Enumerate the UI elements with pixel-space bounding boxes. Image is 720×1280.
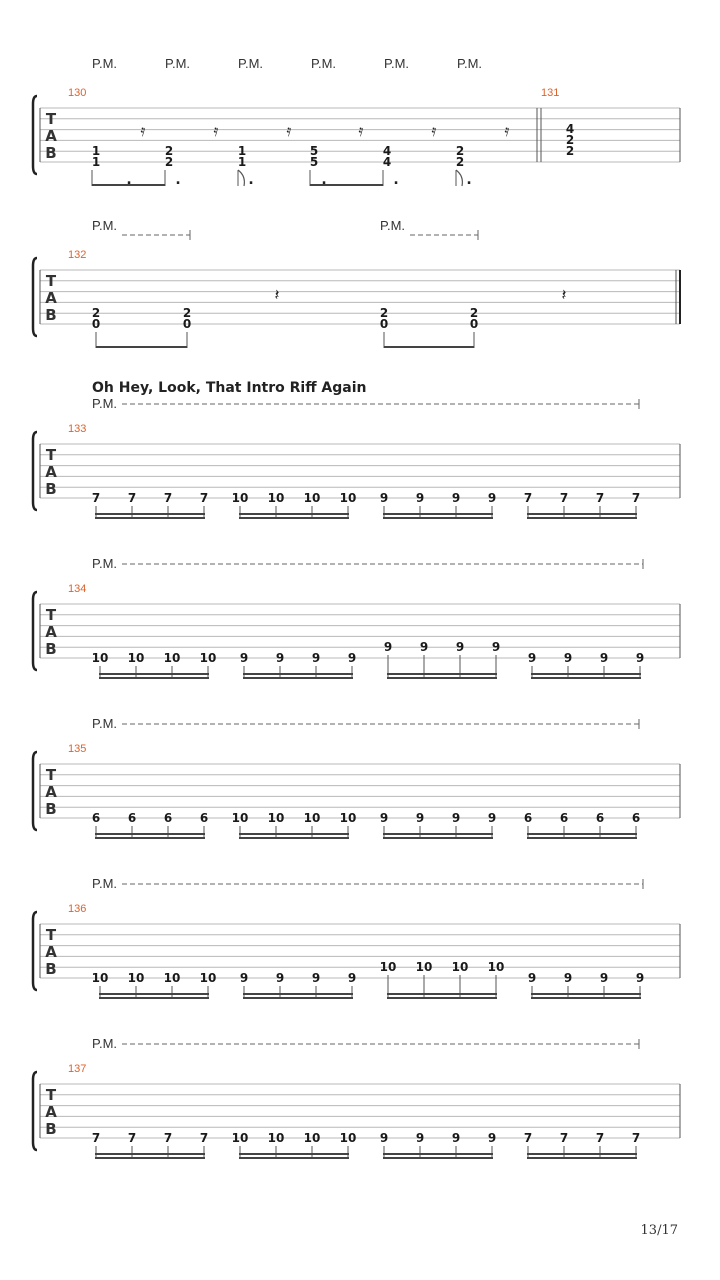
fret-number: 6 — [199, 811, 209, 825]
tab-clef-a: A — [45, 623, 57, 641]
fret-number: 9 — [415, 1131, 425, 1145]
fret-number: 7 — [631, 1131, 641, 1145]
fret-number: 5 — [309, 144, 319, 158]
note-flag — [456, 170, 462, 186]
measure-number: 133 — [68, 423, 87, 435]
palm-mute-label: P.M. — [92, 556, 118, 571]
beam — [95, 517, 205, 519]
palm-mute-label: P.M. — [238, 56, 264, 71]
beam — [243, 677, 353, 679]
fret-number: 10 — [267, 491, 285, 505]
beam — [95, 1153, 205, 1155]
fret-number: 9 — [379, 811, 389, 825]
beam — [383, 1157, 493, 1159]
fret-number: 7 — [91, 491, 101, 505]
fret-number: 10 — [127, 651, 145, 665]
fret-number: 9 — [311, 971, 321, 985]
fret-number: 10 — [199, 651, 217, 665]
beam — [531, 997, 641, 999]
fret-number: 10 — [303, 491, 321, 505]
fret-number: 9 — [379, 1131, 389, 1145]
tab-clef-a: A — [45, 783, 57, 801]
system-brace — [33, 752, 37, 830]
beam — [99, 677, 209, 679]
fret-number: 10 — [91, 971, 109, 985]
fret-number: 10 — [163, 971, 181, 985]
system-2 — [33, 218, 680, 348]
beam — [239, 837, 349, 839]
fret-number: 10 — [267, 1131, 285, 1145]
beam — [383, 837, 493, 839]
measure-number: 132 — [68, 249, 87, 261]
fret-number: 6 — [127, 811, 137, 825]
palm-mute-label: P.M. — [92, 876, 118, 891]
tab-clef-b: B — [45, 144, 57, 162]
dot: . — [126, 172, 132, 188]
fret-number: 7 — [559, 491, 569, 505]
tab-clef-t: T — [45, 272, 57, 290]
fret-number: 6 — [595, 811, 605, 825]
fret-number: 0 — [91, 317, 101, 331]
palm-mute-label: P.M. — [380, 218, 406, 233]
tab-clef-t: T — [45, 606, 57, 624]
fret-number: 9 — [487, 491, 497, 505]
system-7 — [33, 1036, 680, 1159]
beam — [531, 673, 641, 675]
beam — [383, 833, 493, 835]
fret-number: 10 — [339, 811, 357, 825]
system-6 — [33, 876, 680, 999]
fret-number: 7 — [163, 1131, 173, 1145]
fret-number: 9 — [451, 1131, 461, 1145]
fret-number: 10 — [303, 1131, 321, 1145]
beam — [243, 673, 353, 675]
fret-number: 4 — [382, 144, 392, 158]
fret-number: 1 — [237, 155, 247, 169]
beam — [387, 993, 497, 995]
fret-number: 6 — [163, 811, 173, 825]
fret-number: 7 — [199, 1131, 209, 1145]
fret-number: 9 — [383, 640, 393, 654]
tab-clef-b: B — [45, 960, 57, 978]
beam — [387, 997, 497, 999]
fret-number: 9 — [415, 491, 425, 505]
tab-clef-a: A — [45, 127, 57, 145]
beam — [383, 1153, 493, 1155]
measure-number: 137 — [68, 1063, 87, 1075]
fret-number: 10 — [163, 651, 181, 665]
fret-number: 7 — [127, 1131, 137, 1145]
fret-number: 9 — [275, 651, 285, 665]
tab-clef-t: T — [45, 1086, 57, 1104]
beam — [95, 1157, 205, 1159]
system-3 — [33, 396, 680, 519]
fret-number: 10 — [199, 971, 217, 985]
dot: . — [175, 172, 181, 188]
tab-clef-a: A — [45, 1103, 57, 1121]
palm-mute-label: P.M. — [384, 56, 410, 71]
fret-number: 9 — [311, 651, 321, 665]
fret-number: 9 — [451, 811, 461, 825]
fret-number: 9 — [275, 971, 285, 985]
fret-number: 9 — [455, 640, 465, 654]
measure-number: 135 — [68, 743, 87, 755]
fret-number: 10 — [339, 491, 357, 505]
palm-mute-label: P.M. — [92, 716, 118, 731]
beam — [99, 997, 209, 999]
fret-number: 4 — [565, 122, 575, 136]
fret-number: 2 — [455, 155, 465, 169]
fret-number: 9 — [487, 811, 497, 825]
beam — [239, 1153, 349, 1155]
beam — [527, 837, 637, 839]
tab-clef-b: B — [45, 480, 57, 498]
tab-clef-b: B — [45, 306, 57, 324]
beam — [527, 517, 637, 519]
beam — [239, 517, 349, 519]
fret-number: 7 — [127, 491, 137, 505]
beam — [527, 1153, 637, 1155]
section-title: Oh Hey, Look, That Intro Riff Again — [92, 380, 367, 396]
fret-number: 0 — [182, 317, 192, 331]
system-4 — [33, 556, 680, 679]
fret-number: 2 — [565, 144, 575, 158]
beam — [95, 833, 205, 835]
tab-clef-a: A — [45, 289, 57, 307]
beam — [99, 673, 209, 675]
fret-number: 0 — [379, 317, 389, 331]
fret-number: 1 — [237, 144, 247, 158]
fret-number: 9 — [563, 971, 573, 985]
beam — [239, 833, 349, 835]
fret-number: 9 — [527, 651, 537, 665]
palm-mute-label: P.M. — [92, 1036, 118, 1051]
tab-clef-b: B — [45, 1120, 57, 1138]
fret-number: 7 — [163, 491, 173, 505]
measure-number: 134 — [68, 583, 87, 595]
palm-mute-label: P.M. — [92, 218, 118, 233]
beam — [239, 1157, 349, 1159]
fret-number: 9 — [239, 971, 249, 985]
system-5 — [33, 716, 680, 839]
fret-number: 10 — [231, 811, 249, 825]
tab-clef-b: B — [45, 640, 57, 658]
fret-number: 10 — [415, 960, 433, 974]
sixteenth-rest: 𝄿 — [286, 121, 292, 140]
fret-number: 10 — [127, 971, 145, 985]
tab-clef-b: B — [45, 800, 57, 818]
fret-number: 7 — [523, 1131, 533, 1145]
fret-number: 9 — [599, 651, 609, 665]
fret-number: 7 — [631, 491, 641, 505]
sixteenth-rest: 𝄿 — [358, 121, 364, 140]
fret-number: 6 — [91, 811, 101, 825]
fret-number: 2 — [379, 306, 389, 320]
measure-number: 136 — [68, 903, 87, 915]
fret-number: 9 — [451, 491, 461, 505]
fret-number: 10 — [303, 811, 321, 825]
fret-number: 9 — [415, 811, 425, 825]
fret-number: 7 — [595, 491, 605, 505]
fret-number: 2 — [91, 306, 101, 320]
fret-number: 1 — [91, 144, 101, 158]
tab-clef-t: T — [45, 110, 57, 128]
fret-number: 2 — [164, 144, 174, 158]
fret-number: 7 — [595, 1131, 605, 1145]
tab-clef-a: A — [45, 943, 57, 961]
fret-number: 1 — [91, 155, 101, 169]
measure-number: 131 — [541, 87, 560, 99]
fret-number: 9 — [599, 971, 609, 985]
fret-number: 9 — [347, 651, 357, 665]
beam — [243, 997, 353, 999]
quarter-rest: 𝄽 — [274, 285, 280, 304]
fret-number: 2 — [565, 133, 575, 147]
fret-number: 10 — [231, 491, 249, 505]
beam — [243, 993, 353, 995]
sixteenth-rest: 𝄿 — [431, 121, 437, 140]
fret-number: 4 — [382, 155, 392, 169]
fret-number: 9 — [239, 651, 249, 665]
fret-number: 9 — [487, 1131, 497, 1145]
system-brace — [33, 96, 37, 174]
beam — [387, 673, 497, 675]
fret-number: 9 — [491, 640, 501, 654]
palm-mute-label: P.M. — [165, 56, 191, 71]
fret-number: 9 — [419, 640, 429, 654]
fret-number: 10 — [379, 960, 397, 974]
beam — [527, 513, 637, 515]
fret-number: 9 — [379, 491, 389, 505]
system-brace — [33, 592, 37, 670]
fret-number: 9 — [635, 651, 645, 665]
fret-number: 10 — [231, 1131, 249, 1145]
fret-number: 2 — [164, 155, 174, 169]
beam — [95, 513, 205, 515]
fret-number: 7 — [523, 491, 533, 505]
fret-number: 0 — [469, 317, 479, 331]
fret-number: 6 — [631, 811, 641, 825]
fret-number: 2 — [469, 306, 479, 320]
beam — [383, 513, 493, 515]
dot: . — [466, 172, 472, 188]
fret-number: 9 — [347, 971, 357, 985]
tab-clef-t: T — [45, 926, 57, 944]
fret-number: 10 — [91, 651, 109, 665]
system-1 — [33, 56, 680, 188]
system-brace — [33, 432, 37, 510]
dot: . — [393, 172, 399, 188]
palm-mute-label: P.M. — [311, 56, 337, 71]
beam — [387, 677, 497, 679]
measure-number: 130 — [68, 87, 87, 99]
fret-number: 2 — [182, 306, 192, 320]
dot: . — [321, 172, 327, 188]
beam — [239, 513, 349, 515]
fret-number: 9 — [527, 971, 537, 985]
beam — [527, 1157, 637, 1159]
fret-number: 10 — [487, 960, 505, 974]
tab-clef-t: T — [45, 446, 57, 464]
fret-number: 6 — [559, 811, 569, 825]
fret-number: 7 — [559, 1131, 569, 1145]
beam — [531, 677, 641, 679]
beam — [95, 837, 205, 839]
tab-clef-a: A — [45, 463, 57, 481]
fret-number: 10 — [451, 960, 469, 974]
fret-number: 10 — [267, 811, 285, 825]
sixteenth-rest: 𝄿 — [213, 121, 219, 140]
fret-number: 10 — [339, 1131, 357, 1145]
fret-number: 6 — [523, 811, 533, 825]
quarter-rest: 𝄽 — [561, 285, 567, 304]
sixteenth-rest: 𝄿 — [504, 121, 510, 140]
fret-number: 7 — [199, 491, 209, 505]
dot: . — [248, 172, 254, 188]
beam — [527, 833, 637, 835]
system-brace — [33, 912, 37, 990]
fret-number: 7 — [91, 1131, 101, 1145]
fret-number: 9 — [635, 971, 645, 985]
fret-number: 9 — [563, 651, 573, 665]
system-brace — [33, 1072, 37, 1150]
beam — [383, 517, 493, 519]
sixteenth-rest: 𝄿 — [140, 121, 146, 140]
fret-number: 2 — [455, 144, 465, 158]
palm-mute-label: P.M. — [92, 56, 118, 71]
palm-mute-label: P.M. — [92, 396, 118, 411]
beam — [96, 346, 187, 348]
tab-clef-t: T — [45, 766, 57, 784]
beam — [384, 346, 474, 348]
palm-mute-label: P.M. — [457, 56, 483, 71]
beam — [99, 993, 209, 995]
note-flag — [238, 170, 244, 186]
page-indicator: 13/17 — [640, 1223, 678, 1238]
beam — [531, 993, 641, 995]
system-brace — [33, 258, 37, 336]
fret-number: 5 — [309, 155, 319, 169]
